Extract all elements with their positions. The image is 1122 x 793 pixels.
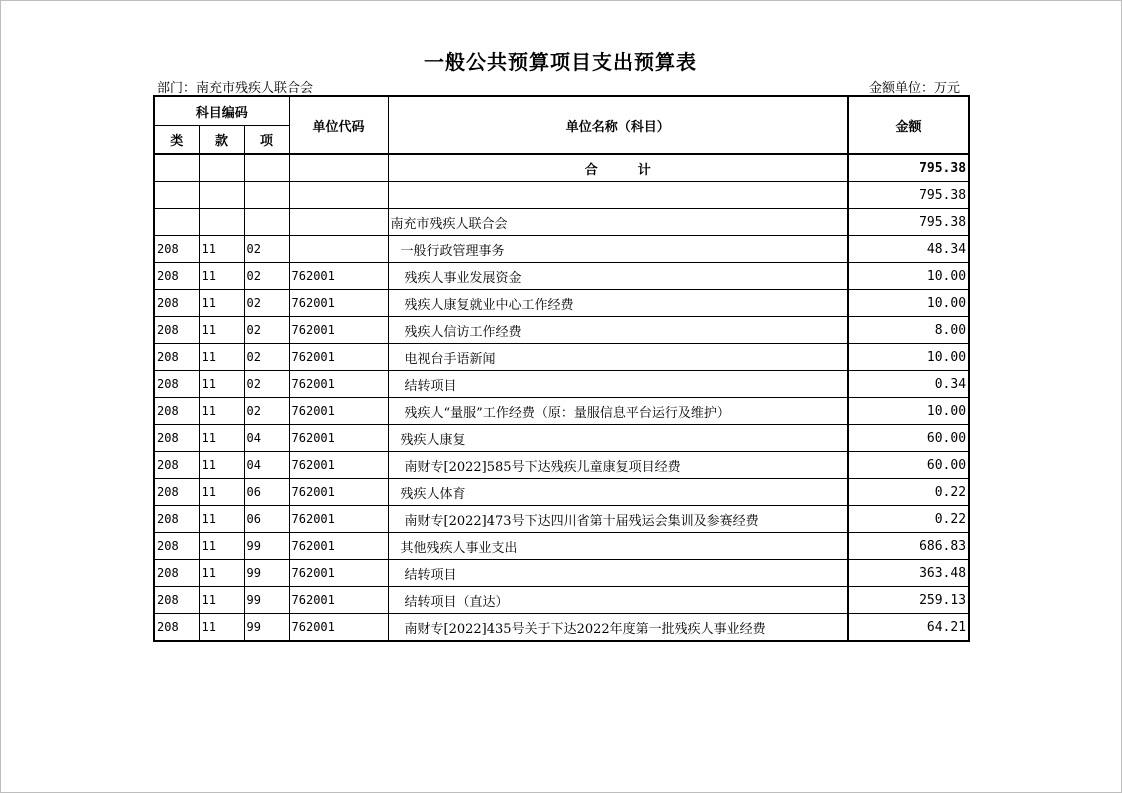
cell-kuan: 11 — [199, 533, 244, 560]
cell-amount: 10.00 — [848, 263, 969, 290]
cell-lei — [154, 182, 199, 209]
cell-unit-code — [289, 154, 388, 182]
cell-kuan: 11 — [199, 236, 244, 263]
cell-unit-code — [289, 236, 388, 263]
table-row — [154, 344, 969, 371]
cell-xiang: 02 — [244, 263, 289, 290]
table-row — [154, 506, 969, 533]
cell-amount: 10.00 — [848, 290, 969, 317]
cell-lei: 208 — [154, 479, 199, 506]
cell-kuan — [199, 182, 244, 209]
cell-xiang — [244, 209, 289, 236]
cell-lei: 208 — [154, 425, 199, 452]
cell-amount: 795.38 — [848, 182, 969, 209]
cell-lei: 208 — [154, 614, 199, 642]
cell-amount: 0.22 — [848, 479, 969, 506]
cell-unit-name: 其他残疾人事业支出 — [388, 533, 848, 560]
cell-unit-code: 762001 — [289, 398, 388, 425]
table-row — [154, 209, 969, 236]
cell-xiang — [244, 182, 289, 209]
cell-kuan: 11 — [199, 479, 244, 506]
cell-kuan: 11 — [199, 263, 244, 290]
cell-lei: 208 — [154, 533, 199, 560]
table-body — [154, 154, 969, 641]
cell-unit-name: 残疾人“量服”工作经费（原：量服信息平台运行及维护） — [388, 398, 848, 425]
cell-unit-code: 762001 — [289, 317, 388, 344]
cell-amount: 0.34 — [848, 371, 969, 398]
cell-unit-name: 残疾人事业发展资金 — [388, 263, 848, 290]
cell-amount: 10.00 — [848, 398, 969, 425]
cell-xiang: 99 — [244, 587, 289, 614]
cell-xiang: 02 — [244, 398, 289, 425]
cell-unit-name: 南财专[2022]585号下达残疾儿童康复项目经费 — [388, 452, 848, 479]
cell-amount: 64.21 — [848, 614, 969, 642]
cell-unit-name: 残疾人康复就业中心工作经费 — [388, 290, 848, 317]
cell-unit-name: 南财专[2022]473号下达四川省第十届残运会集训及参赛经费 — [388, 506, 848, 533]
cell-lei: 208 — [154, 236, 199, 263]
cell-unit-code: 762001 — [289, 290, 388, 317]
cell-lei: 208 — [154, 317, 199, 344]
department-label: 部门：南充市残疾人联合会 — [157, 81, 314, 96]
cell-kuan: 11 — [199, 560, 244, 587]
cell-xiang: 02 — [244, 236, 289, 263]
cell-amount: 0.22 — [848, 506, 969, 533]
cell-unit-name: 南充市残疾人联合会 — [388, 209, 848, 236]
table-row — [154, 587, 969, 614]
cell-amount: 10.00 — [848, 344, 969, 371]
cell-unit-name: 合计 — [388, 154, 848, 182]
cell-kuan: 11 — [199, 371, 244, 398]
cell-kuan: 11 — [199, 398, 244, 425]
table-row — [154, 290, 969, 317]
cell-kuan: 11 — [199, 506, 244, 533]
table-row — [154, 560, 969, 587]
table-row — [154, 371, 969, 398]
cell-unit-name: 残疾人体育 — [388, 479, 848, 506]
cell-lei — [154, 154, 199, 182]
table-row — [154, 479, 969, 506]
cell-unit-code — [289, 209, 388, 236]
cell-unit-code: 762001 — [289, 479, 388, 506]
cell-unit-name: 一般行政管理事务 — [388, 236, 848, 263]
cell-lei: 208 — [154, 290, 199, 317]
table-row — [154, 317, 969, 344]
cell-xiang — [244, 154, 289, 182]
cell-lei: 208 — [154, 560, 199, 587]
cell-xiang: 02 — [244, 371, 289, 398]
cell-xiang: 04 — [244, 452, 289, 479]
cell-unit-code — [289, 182, 388, 209]
header-kuan: 款 — [199, 126, 244, 155]
cell-unit-code: 762001 — [289, 506, 388, 533]
cell-amount: 60.00 — [848, 452, 969, 479]
cell-amount: 48.34 — [848, 236, 969, 263]
cell-lei — [154, 209, 199, 236]
table-row — [154, 263, 969, 290]
cell-xiang: 04 — [244, 425, 289, 452]
amount-unit-label: 金额单位：万元 — [868, 81, 960, 96]
header-amount: 金额 — [848, 96, 969, 154]
cell-xiang: 06 — [244, 506, 289, 533]
cell-unit-name — [388, 182, 848, 209]
cell-unit-code: 762001 — [289, 614, 388, 642]
cell-kuan: 11 — [199, 344, 244, 371]
header-unit-code: 单位代码 — [289, 96, 388, 154]
page-title: 一般公共预算项目支出预算表 — [424, 50, 697, 74]
cell-unit-code: 762001 — [289, 425, 388, 452]
cell-unit-name: 结转项目（直达） — [388, 587, 848, 614]
cell-unit-name: 南财专[2022]435号关于下达2022年度第一批残疾人事业经费 — [388, 614, 848, 642]
cell-xiang: 99 — [244, 614, 289, 642]
table-row — [154, 452, 969, 479]
cell-lei: 208 — [154, 398, 199, 425]
cell-xiang: 02 — [244, 290, 289, 317]
cell-kuan — [199, 154, 244, 182]
cell-unit-code: 762001 — [289, 587, 388, 614]
cell-unit-name: 结转项目 — [388, 371, 848, 398]
cell-amount: 686.83 — [848, 533, 969, 560]
cell-xiang: 02 — [244, 344, 289, 371]
cell-kuan: 11 — [199, 587, 244, 614]
cell-unit-code: 762001 — [289, 533, 388, 560]
cell-unit-code: 762001 — [289, 371, 388, 398]
cell-unit-name: 电视台手语新闻 — [388, 344, 848, 371]
cell-lei: 208 — [154, 587, 199, 614]
cell-kuan: 11 — [199, 317, 244, 344]
cell-unit-name: 结转项目 — [388, 560, 848, 587]
budget-table — [153, 95, 970, 642]
header-lei: 类 — [154, 126, 199, 155]
table-row — [154, 236, 969, 263]
cell-amount: 795.38 — [848, 209, 969, 236]
table-row — [154, 533, 969, 560]
cell-amount: 795.38 — [848, 154, 969, 182]
cell-kuan: 11 — [199, 290, 244, 317]
cell-amount: 60.00 — [848, 425, 969, 452]
cell-unit-code: 762001 — [289, 452, 388, 479]
header-unit-name: 单位名称（科目） — [388, 96, 848, 154]
cell-xiang: 99 — [244, 560, 289, 587]
cell-lei: 208 — [154, 371, 199, 398]
total-row — [154, 154, 969, 182]
cell-unit-code: 762001 — [289, 263, 388, 290]
cell-kuan: 11 — [199, 425, 244, 452]
cell-kuan — [199, 209, 244, 236]
cell-xiang: 99 — [244, 533, 289, 560]
cell-xiang: 02 — [244, 317, 289, 344]
cell-lei: 208 — [154, 452, 199, 479]
cell-lei: 208 — [154, 344, 199, 371]
cell-xiang: 06 — [244, 479, 289, 506]
cell-lei: 208 — [154, 506, 199, 533]
table-row — [154, 614, 969, 642]
cell-amount: 259.13 — [848, 587, 969, 614]
table-row — [154, 182, 969, 209]
cell-unit-code: 762001 — [289, 560, 388, 587]
cell-kuan: 11 — [199, 452, 244, 479]
cell-amount: 8.00 — [848, 317, 969, 344]
cell-kuan: 11 — [199, 614, 244, 642]
header-xiang: 项 — [244, 126, 289, 155]
table-row — [154, 398, 969, 425]
cell-unit-name: 残疾人信访工作经费 — [388, 317, 848, 344]
table-row — [154, 425, 969, 452]
cell-amount: 363.48 — [848, 560, 969, 587]
cell-unit-name: 残疾人康复 — [388, 425, 848, 452]
cell-lei: 208 — [154, 263, 199, 290]
cell-unit-code: 762001 — [289, 344, 388, 371]
header-subject-code: 科目编码 — [154, 96, 289, 126]
